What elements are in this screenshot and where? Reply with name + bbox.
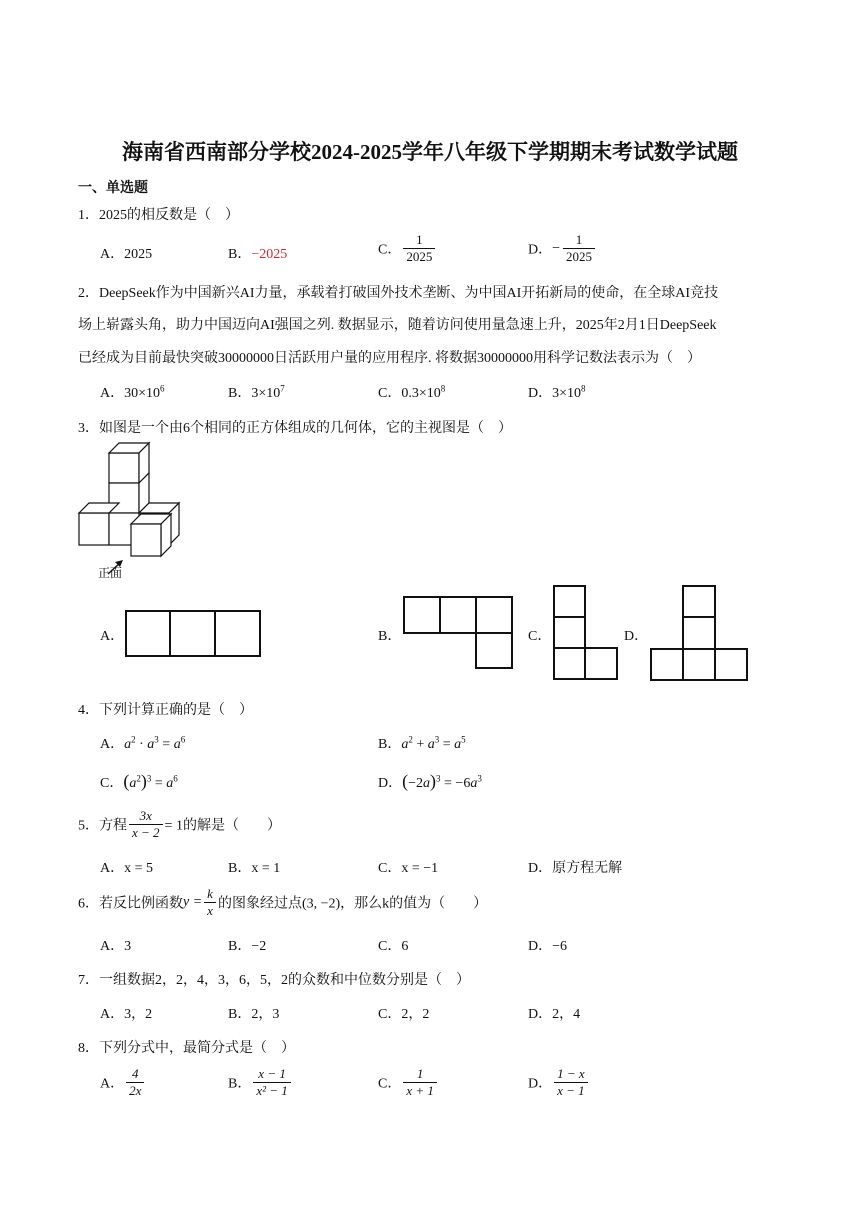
q3-option-d-figure[interactable] bbox=[649, 584, 749, 682]
q7-option-d[interactable]: D．2，4 bbox=[528, 1007, 581, 1022]
q8-option-a[interactable]: A． $\frac{4}{2x}$ bbox=[100, 1066, 146, 1099]
q6-option-b[interactable]: B．−2 bbox=[228, 939, 267, 954]
q1-option-b-value: −2025 bbox=[251, 247, 288, 262]
question-6-stem: 6．若反比例函数y = $\frac{k}{x}$ 的图象经过点(3, −2)，那么k的值为（ ） bbox=[78, 886, 488, 918]
q6-option-d[interactable]: D．−6 bbox=[528, 939, 568, 954]
q1-option-b-label: B． bbox=[228, 247, 252, 262]
question-5-stem: 5．方程 $\frac{3x}{x - 2}$ = 1的解是（ ） bbox=[78, 808, 281, 840]
q3-option-a-label[interactable]: A． bbox=[100, 629, 125, 644]
question-2-line-2: 场上崭露头角，助力中国迈向AI强国之列. 数据显示，随着访问使用量急速上升，2025年2月1日DeepSeek bbox=[78, 318, 717, 333]
q7-option-a[interactable]: A．3，2 bbox=[100, 1007, 153, 1022]
q2-option-c[interactable]: C．$0.3\times 10^8$ bbox=[378, 383, 446, 401]
q8-option-b[interactable]: B． $\frac{x - 1}{\text{x² − 1}}$ bbox=[228, 1066, 293, 1099]
question-3-stem: 3．如图是一个由6个相同的正方体组成的几何体，它的主视图是（ ） bbox=[78, 421, 512, 436]
q4-option-b[interactable]: B．$a^2 + a^3 = a^5$ bbox=[378, 734, 466, 752]
question-2-line-3: 已经成为目前最快突破30000000日活跃用户量的应用程序. 将数据30000000用科学记数法表示为（ ） bbox=[78, 351, 701, 366]
q3-option-b-label[interactable]: B． bbox=[378, 629, 402, 644]
q1-option-a[interactable]: A．2025 bbox=[100, 247, 153, 262]
q1-option-c[interactable] bbox=[378, 232, 437, 265]
q3-option-d-label[interactable]: D． bbox=[624, 629, 649, 644]
question-1-stem: 1．2025的相反数是（ ） bbox=[78, 208, 239, 223]
q3-option-c-figure[interactable] bbox=[552, 584, 619, 681]
q7-option-b[interactable]: B．2，3 bbox=[228, 1007, 280, 1022]
question-4-stem: 4．下列计算正确的是（ ） bbox=[78, 703, 253, 718]
question-7-stem: 7．一组数据2，2，4，3，6，5，2的众数和中位数分别是（ ） bbox=[78, 973, 470, 988]
q4-option-a[interactable]: A．$a^2 \cdot a^3 = a^6$ bbox=[100, 734, 186, 752]
cube-solid-figure bbox=[76, 440, 188, 580]
q7-option-c[interactable]: C．2，2 bbox=[378, 1007, 430, 1022]
q1-option-d-label: D． bbox=[528, 242, 553, 258]
q2-option-d[interactable]: D．$3\times 10^8$ bbox=[528, 383, 586, 401]
q5-option-a[interactable]: A．x = 5 bbox=[100, 861, 154, 876]
q2-option-a[interactable]: A．$30\times 10^6$ bbox=[100, 383, 165, 401]
front-label: 正面 bbox=[98, 566, 123, 580]
q5-option-c[interactable]: C．x = −1 bbox=[378, 861, 439, 876]
q4-option-c[interactable]: C．$(a^2)^3 = a^6$ bbox=[100, 771, 178, 791]
page-title: 海南省西南部分学校2024-2025学年八年级下学期期末考试数学试题 bbox=[122, 140, 738, 164]
q3-option-b-figure[interactable] bbox=[402, 595, 515, 670]
q5-option-b[interactable]: B．x = 1 bbox=[228, 861, 281, 876]
q4-option-d[interactable]: D．$(-2a)^3 = -6a^3$ bbox=[378, 771, 482, 791]
q8-option-c[interactable]: C． $\frac{1}{x + 1}$ bbox=[378, 1066, 439, 1099]
q5-option-d[interactable]: D．原方程无解 bbox=[528, 861, 623, 876]
q1-option-c-fraction: $\frac{1}{2025}$ bbox=[403, 232, 435, 265]
q1-option-b[interactable] bbox=[228, 243, 287, 263]
question-8-stem: 8．下列分式中，最简分式是（ ） bbox=[78, 1041, 295, 1056]
q6-option-a[interactable]: A．3 bbox=[100, 939, 132, 954]
question-2-line-1: 2．DeepSeek作为中国新兴AI力量，承载着打破国外技术垄断、为中国AI开拓新局的使命，在全球AI竞技 bbox=[78, 286, 719, 301]
q1-option-d[interactable]: D．− $\frac{1}{2025}$ bbox=[528, 232, 597, 265]
q8-option-d[interactable]: D． $\frac{1 - x}{x - 1}$ bbox=[528, 1066, 590, 1099]
q6-option-c[interactable]: C．6 bbox=[378, 939, 409, 954]
q3-option-c-label[interactable]: C． bbox=[528, 629, 552, 644]
q1-option-d-fraction: $\frac{1}{2025}$ bbox=[563, 232, 595, 265]
q2-option-b[interactable]: B．$3\times 10^7$ bbox=[228, 383, 285, 401]
section-heading: 一、单选题 bbox=[78, 181, 148, 196]
q1-option-c-label: C． bbox=[378, 242, 402, 258]
q3-option-a-figure[interactable] bbox=[124, 609, 262, 658]
